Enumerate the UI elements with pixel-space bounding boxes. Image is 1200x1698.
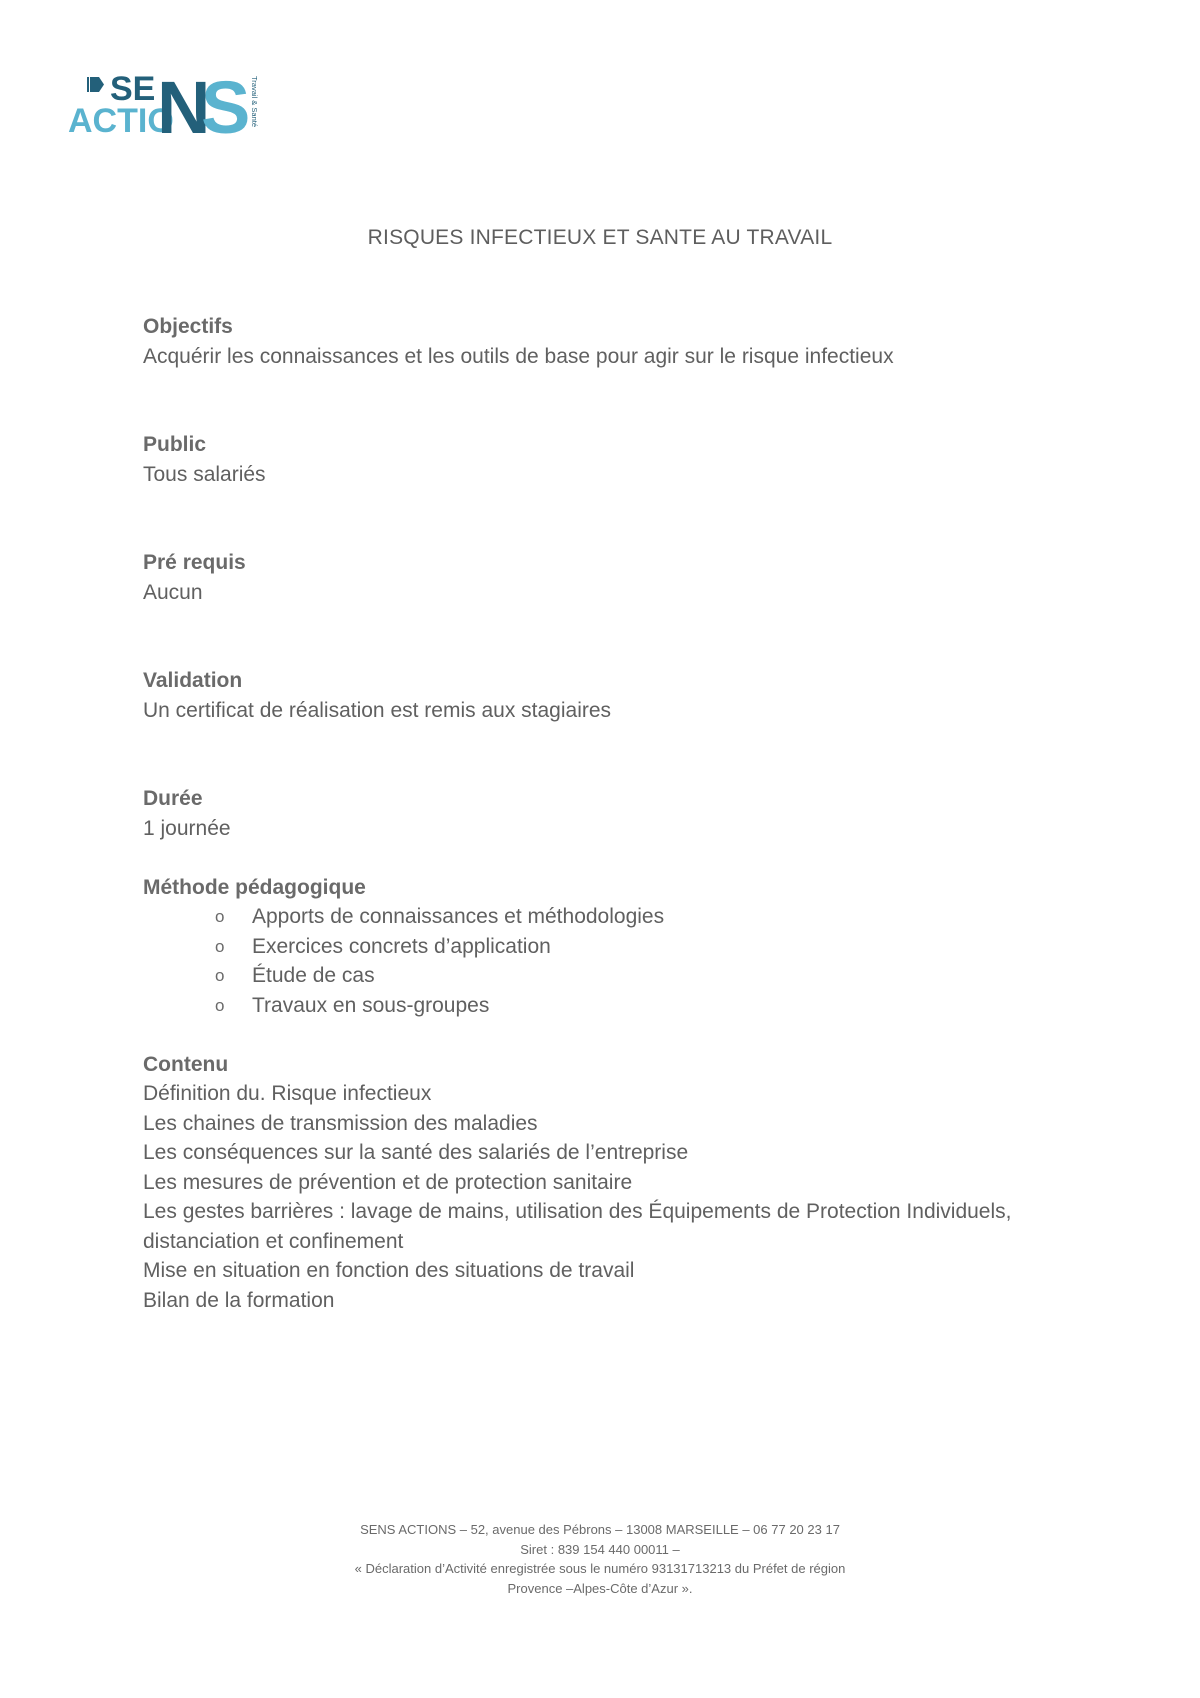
section-methode <box>143 873 1083 1021</box>
logo-text-n: N <box>157 68 211 138</box>
document-title: RISQUES INFECTIEUX ET SANTE AU TRAVAIL <box>367 226 833 249</box>
footer-address: SENS ACTIONS – 52, avenue des Pébrons – 13008 MARSEILLE – 06 77 20 23 17 <box>360 1522 840 1537</box>
section-heading-contenu: Contenu <box>143 1052 229 1076</box>
bullet-circle-icon: o <box>215 936 225 956</box>
section-heading-public: Public <box>143 433 207 456</box>
contenu-line: Les gestes barrières : lavage de mains, utilisation des Équipements de Protection Individuels, distanciation et confinement <box>143 1200 1012 1253</box>
logo-tagline: Travail & Santé <box>250 76 259 127</box>
section-text-prerequis: Aucun <box>143 580 203 604</box>
section-heading-duree: Durée <box>143 787 203 810</box>
list-item-text: Apports de connaissances et méthodologies <box>252 905 665 928</box>
logo-arrow-bar <box>87 77 89 92</box>
section-heading-prerequis: Pré requis <box>143 551 246 574</box>
section-public <box>143 430 1083 489</box>
list-item-text: Étude de cas <box>252 964 375 987</box>
bullet-circle-icon: o <box>215 966 225 985</box>
logo-text-se: SE <box>110 70 156 108</box>
footer-region: Provence –Alpes-Côte d’Azur ». <box>507 1580 693 1596</box>
section-prerequis <box>143 548 1083 607</box>
list-item <box>143 932 1083 962</box>
methode-list <box>143 902 1083 1020</box>
section-text-validation: Un certificat de réalisation est remis aux stagiaires <box>143 698 612 722</box>
list-item <box>143 902 1083 932</box>
page-footer <box>0 1520 1200 1598</box>
contenu-line: Définition du. Risque infectieux <box>143 1082 432 1105</box>
section-validation <box>143 666 1083 725</box>
logo-text-s: S <box>201 68 251 138</box>
section-text-objectifs: Acquérir les connaissances et les outils de base pour agir sur le risque infectieux <box>143 344 894 368</box>
logo-text-actio: ACTIO <box>68 102 174 138</box>
section-contenu <box>143 1050 1083 1316</box>
contenu-line: Les chaines de transmission des maladies <box>143 1111 538 1135</box>
bullet-circle-icon: o <box>215 995 225 1015</box>
section-text-public: Tous salariés <box>143 462 266 486</box>
contenu-line: Les conséquences sur la santé des salariés de l’entreprise <box>143 1141 689 1164</box>
section-text-duree: 1 journée <box>143 816 231 840</box>
logo-arrow-mark <box>90 77 104 92</box>
footer-siret: Siret : 839 154 440 00011 – <box>520 1541 680 1557</box>
list-item <box>143 961 1083 991</box>
contenu-line: Bilan de la formation <box>143 1288 335 1312</box>
contenu-line: Mise en situation en fonction des situations de travail <box>143 1259 635 1282</box>
footer-declaration: « Déclaration d’Activité enregistrée sous le numéro 93131713213 du Préfet de région <box>354 1561 846 1576</box>
document-body <box>143 312 1083 1315</box>
section-heading-validation: Validation <box>143 669 243 692</box>
list-item-text: Travaux en sous-groupes <box>252 993 490 1017</box>
sens-actions-logo-graphic <box>68 68 268 138</box>
list-item <box>143 991 1083 1021</box>
bullet-circle-icon: o <box>215 907 225 926</box>
list-item-text: Exercices concrets d’application <box>252 934 551 958</box>
contenu-line: Les mesures de prévention et de protection sanitaire <box>143 1170 633 1194</box>
section-heading-objectifs: Objectifs <box>143 315 233 338</box>
section-duree <box>143 784 1083 843</box>
section-heading-methode: Méthode pédagogique <box>143 875 366 899</box>
company-logo <box>68 68 268 138</box>
section-objectifs <box>143 312 1083 371</box>
